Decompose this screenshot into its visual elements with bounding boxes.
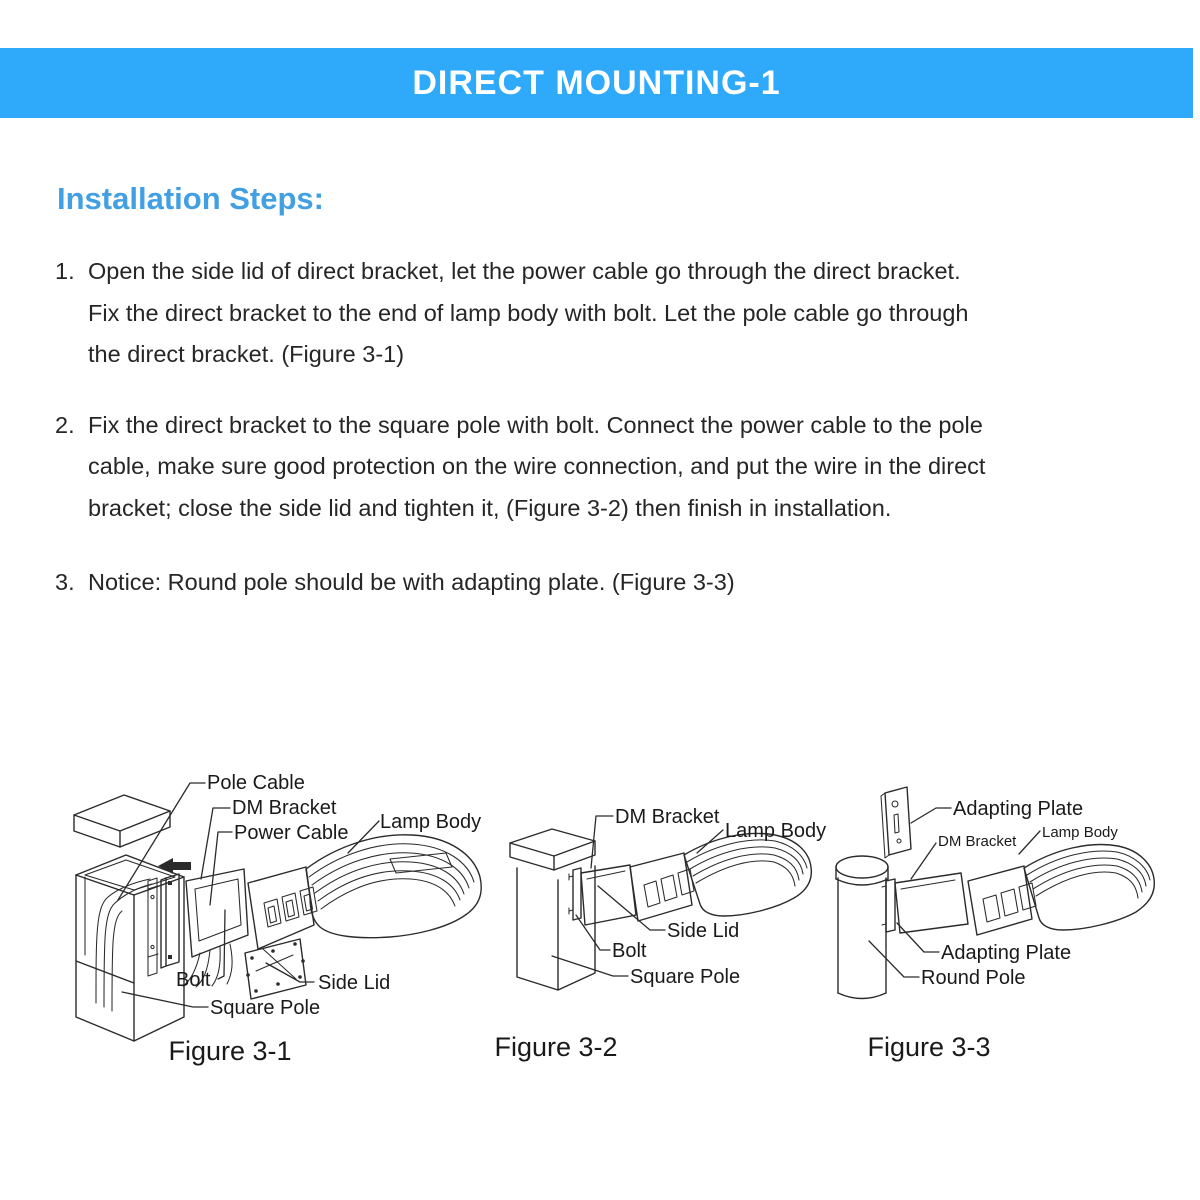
round-pole-drawing — [836, 856, 888, 999]
label-lamp-body: Lamp Body — [380, 811, 482, 833]
title-banner — [0, 48, 1193, 118]
adapting-plate-top-leader-line — [911, 808, 951, 823]
page-title: DIRECT MOUNTING-1 — [412, 63, 781, 102]
label-pole-cable: Pole Cable — [207, 772, 305, 794]
lamp-rear-drawing — [630, 853, 694, 921]
step-1-line-1: Open the side lid of direct bracket, let the power cable go through the direct bracket. — [88, 258, 961, 284]
label-square-pole: Square Pole — [210, 997, 321, 1019]
step-1-number: 1. — [55, 258, 75, 284]
figure-3-3-drawing — [825, 775, 1195, 1075]
figure-3-1-caption: Figure 3-1 — [168, 1036, 292, 1066]
step-2-text — [88, 405, 1155, 530]
step-1-line-2: Fix the direct bracket to the end of lamp body with bolt. Let the pole cable go through — [88, 299, 969, 326]
step-2 — [55, 405, 1155, 530]
pole-cable-drawing — [96, 878, 157, 1011]
installation-steps-list — [55, 251, 1155, 604]
adapting-plate-drawing — [881, 787, 911, 858]
square-pole-leader-line — [122, 992, 208, 1007]
bolt-leader-line — [576, 915, 610, 950]
label-power-cable: Power Cable — [234, 822, 349, 844]
section-heading: Installation Steps: — [57, 181, 324, 216]
lamp-rear-drawing — [248, 867, 317, 949]
square-pole-drawing — [76, 855, 184, 1041]
step-2-line-3: bracket; close the side lid and tighten it, (Figure 3-2) then finish in installation. — [88, 494, 892, 521]
label-lamp-body: Lamp Body — [1042, 824, 1118, 841]
direction-arrow-icon — [158, 858, 191, 874]
step-1 — [55, 251, 1155, 376]
label-adapting-plate-top: Adapting Plate — [953, 798, 1084, 820]
step-2-number: 2. — [55, 411, 75, 438]
figure-3-2 — [490, 785, 850, 1075]
label-dm-bracket: DM Bracket — [615, 806, 720, 828]
round-pole-leader-line — [869, 941, 919, 977]
figure-3-1 — [60, 765, 500, 1075]
label-bolt: Bolt — [176, 969, 211, 991]
dm-bracket-drawing — [895, 873, 968, 933]
step-1-text — [88, 251, 1155, 376]
step-2-line-2: cable, make sure good protection on the wire connection, and put the wire in the direct — [88, 453, 986, 479]
figure-3-3-caption: Figure 3-3 — [867, 1032, 991, 1062]
figure-3-1-drawing — [60, 765, 500, 1075]
figure-3-2-caption: Figure 3-2 — [494, 1032, 618, 1062]
step-3 — [55, 562, 1155, 604]
label-lamp-body: Lamp Body — [725, 820, 827, 842]
dm-bracket-leader-line — [201, 808, 230, 879]
label-adapting-plate-bottom: Adapting Plate — [941, 942, 1072, 964]
lamp-body-leader-line — [348, 821, 379, 853]
lamp-body-drawing — [1024, 845, 1154, 930]
label-bolt: Bolt — [612, 940, 647, 962]
step-3-number: 3. — [55, 569, 75, 595]
lamp-body-leader-line — [1019, 831, 1040, 854]
side-lid-leader-line — [266, 963, 314, 982]
step-2-line-1: Fix the direct bracket to the square pole with bolt. Connect the power cable to the pole — [88, 411, 983, 438]
lamp-body-drawing — [684, 833, 811, 916]
power-cable-leader-line — [210, 832, 232, 905]
label-square-pole: Square Pole — [630, 966, 741, 988]
figure-3-3 — [825, 775, 1195, 1075]
step-1-line-3: the direct bracket. (Figure 3-1) — [88, 341, 405, 367]
lamp-body-drawing — [306, 835, 481, 938]
dm-bracket-drawing — [186, 869, 248, 957]
dm-bracket-leader-line — [911, 843, 936, 879]
label-side-lid: Side Lid — [667, 920, 740, 942]
step-3-line-1: Notice: Round pole should be with adapting plate. (Figure 3-3) — [88, 569, 735, 595]
side-lid-leader-line — [598, 886, 665, 930]
figure-3-2-drawing — [490, 785, 850, 1075]
mounting-plate-drawing — [569, 868, 581, 920]
step-3-text — [88, 562, 1155, 604]
label-side-lid: Side Lid — [318, 972, 391, 994]
label-dm-bracket: DM Bracket — [938, 833, 1017, 850]
lamp-body-leader-line — [697, 830, 723, 853]
attached-adapting-plate-drawing — [882, 879, 895, 932]
adapting-plate-bottom-leader-line — [897, 923, 939, 952]
label-round-pole: Round Pole — [921, 967, 1026, 989]
mounting-plate-drawing — [148, 874, 179, 968]
label-dm-bracket: DM Bracket — [232, 797, 337, 819]
